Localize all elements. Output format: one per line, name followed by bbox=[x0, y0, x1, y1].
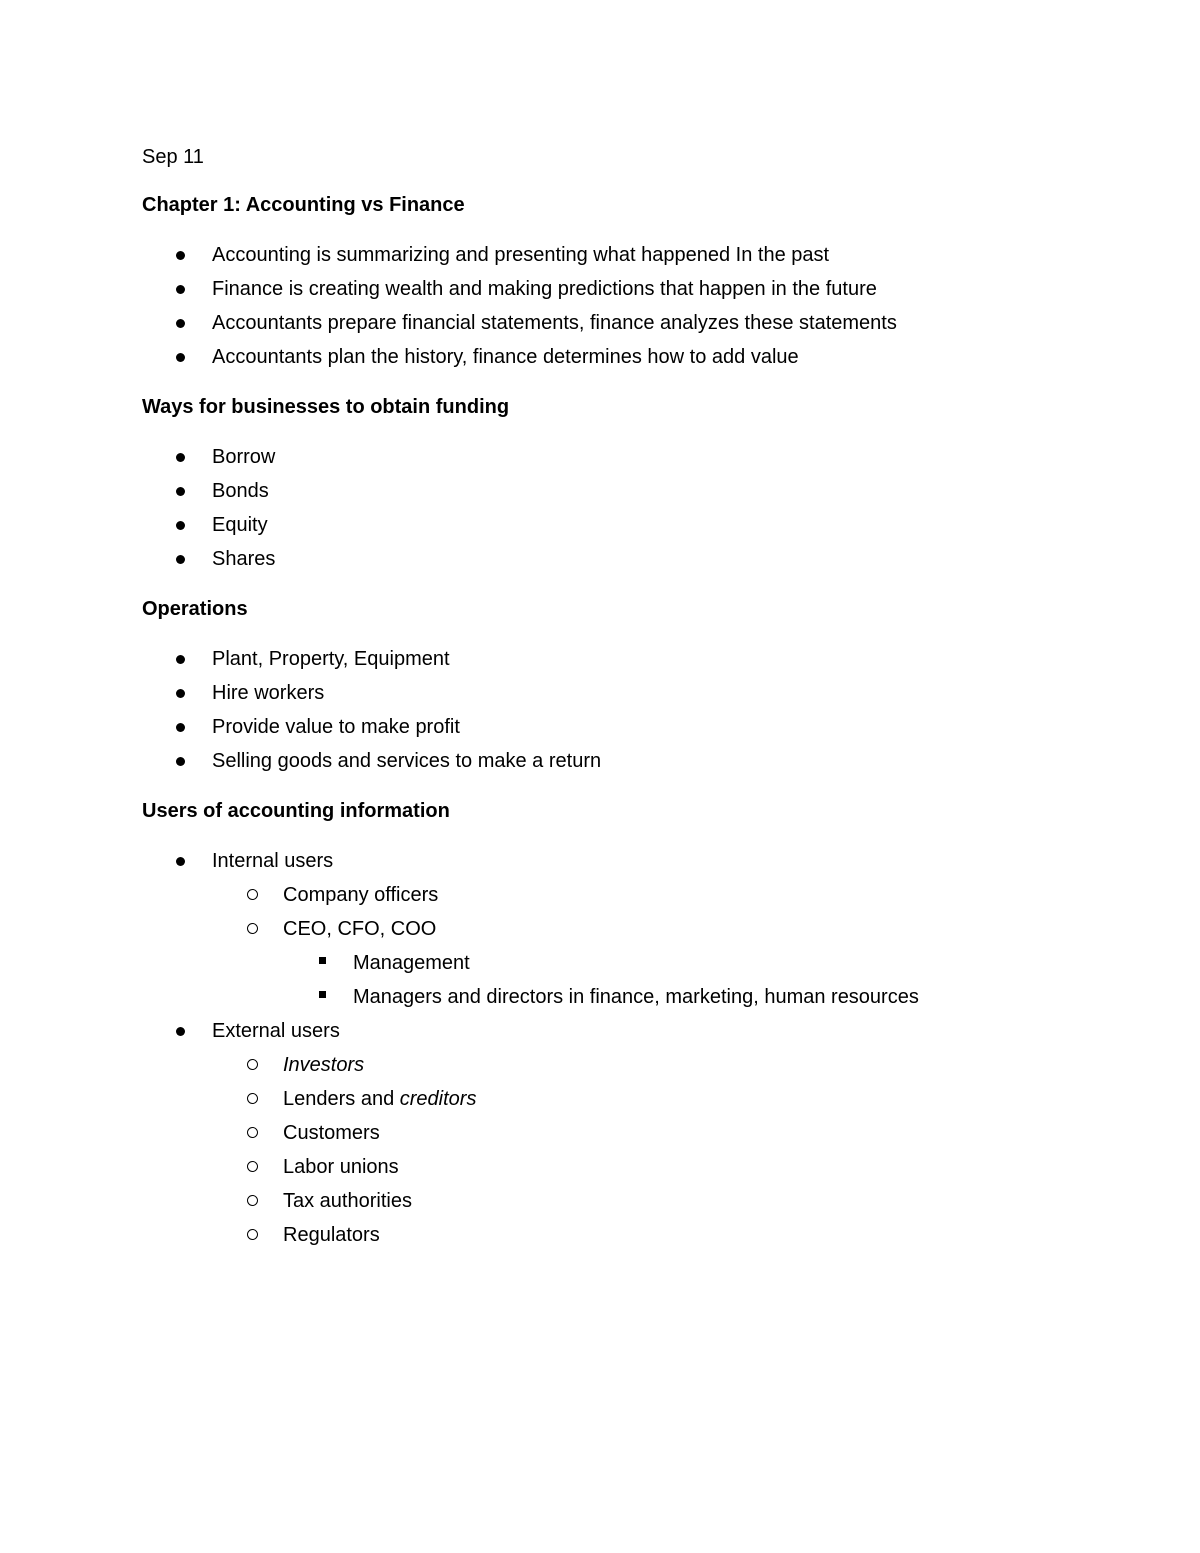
sub-list-item-text-italic: creditors bbox=[399, 1088, 477, 1110]
list-item-text: Accountants plan the history, finance determines how to add value bbox=[212, 346, 799, 368]
list-item-text: Shares bbox=[212, 548, 276, 570]
section-heading-funding: Ways for businesses to obtain funding bbox=[142, 396, 510, 418]
filled-square-bullet-icon bbox=[319, 957, 326, 964]
sub-list-item bbox=[142, 1116, 1102, 1150]
list-item bbox=[142, 474, 1102, 508]
sub-list-item-text: Company officers bbox=[283, 884, 439, 906]
list-item-text: Bonds bbox=[212, 480, 269, 502]
list-item bbox=[142, 676, 1102, 710]
list-item-text: Provide value to make profit bbox=[212, 716, 460, 738]
filled-circle-bullet-icon bbox=[176, 521, 185, 530]
list-item bbox=[142, 744, 1102, 778]
sub-list-item-text: Lenders and bbox=[283, 1088, 400, 1110]
filled-circle-bullet-icon bbox=[176, 487, 185, 496]
hollow-circle-bullet-icon bbox=[247, 1127, 258, 1138]
hollow-circle-bullet-icon bbox=[247, 1059, 258, 1070]
list-item bbox=[142, 508, 1102, 542]
hollow-circle-bullet-icon bbox=[247, 889, 258, 900]
sub-list-item-text: Labor unions bbox=[283, 1156, 399, 1178]
list-item-text: External users bbox=[212, 1020, 340, 1042]
note-date: Sep 11 bbox=[142, 146, 204, 168]
filled-circle-bullet-icon bbox=[176, 251, 185, 260]
sub-sub-list-item bbox=[142, 980, 1102, 1014]
list-item bbox=[142, 542, 1102, 576]
sub-list-item bbox=[142, 1048, 1102, 1082]
list-item-text: Internal users bbox=[212, 850, 334, 872]
filled-circle-bullet-icon bbox=[176, 285, 185, 294]
sub-list-item-text: Regulators bbox=[283, 1224, 380, 1246]
sub-sub-list-item bbox=[142, 946, 1102, 980]
filled-circle-bullet-icon bbox=[176, 555, 185, 564]
filled-square-bullet-icon bbox=[319, 991, 326, 998]
sub-list-item bbox=[142, 1150, 1102, 1184]
list-item-text: Equity bbox=[212, 514, 268, 536]
filled-circle-bullet-icon bbox=[176, 1027, 185, 1036]
filled-circle-bullet-icon bbox=[176, 689, 185, 698]
filled-circle-bullet-icon bbox=[176, 757, 185, 766]
sub-list-item-text: CEO, CFO, COO bbox=[283, 918, 437, 940]
sub-list-item-text: Tax authorities bbox=[283, 1190, 412, 1212]
hollow-circle-bullet-icon bbox=[247, 923, 258, 934]
list-item-text: Hire workers bbox=[212, 682, 325, 704]
section-heading-operations: Operations bbox=[142, 598, 248, 620]
hollow-circle-bullet-icon bbox=[247, 1093, 258, 1104]
sub-sub-list-item-text: Management bbox=[353, 952, 470, 974]
list-item bbox=[142, 272, 1102, 306]
sub-sub-list-item-text: Managers and directors in finance, marketing, human resources bbox=[353, 986, 919, 1008]
list-item-text: Plant, Property, Equipment bbox=[212, 648, 450, 670]
filled-circle-bullet-icon bbox=[176, 857, 185, 866]
list-users bbox=[142, 844, 1102, 1252]
document-page bbox=[142, 140, 1102, 1268]
sub-list-item-text: Customers bbox=[283, 1122, 380, 1144]
list-item bbox=[142, 306, 1102, 340]
hollow-circle-bullet-icon bbox=[247, 1195, 258, 1206]
list-item-text: Accountants prepare financial statements, finance analyzes these statements bbox=[212, 312, 897, 334]
filled-circle-bullet-icon bbox=[176, 353, 185, 362]
list-item bbox=[142, 238, 1102, 272]
list-operations bbox=[142, 642, 1102, 778]
sub-list-item bbox=[142, 1218, 1102, 1252]
hollow-circle-bullet-icon bbox=[247, 1161, 258, 1172]
list-item-text: Finance is creating wealth and making predictions that happen in the future bbox=[212, 278, 877, 300]
sub-list-item bbox=[142, 878, 1102, 912]
section-heading-accounting-vs-finance: Chapter 1: Accounting vs Finance bbox=[142, 194, 465, 216]
sub-list-item bbox=[142, 1184, 1102, 1218]
list-item-text: Accounting is summarizing and presenting what happened In the past bbox=[212, 244, 830, 266]
list-item bbox=[142, 642, 1102, 676]
list-item bbox=[142, 340, 1102, 374]
filled-circle-bullet-icon bbox=[176, 453, 185, 462]
filled-circle-bullet-icon bbox=[176, 319, 185, 328]
list-item bbox=[142, 440, 1102, 474]
list-funding bbox=[142, 440, 1102, 576]
list-item-text: Borrow bbox=[212, 446, 276, 468]
filled-circle-bullet-icon bbox=[176, 723, 185, 732]
sub-list-item bbox=[142, 912, 1102, 946]
filled-circle-bullet-icon bbox=[176, 655, 185, 664]
sub-list-item-text: Investors bbox=[283, 1054, 365, 1076]
list-accounting-vs-finance bbox=[142, 238, 1102, 374]
section-heading-users: Users of accounting information bbox=[142, 800, 450, 822]
list-item bbox=[142, 710, 1102, 744]
sub-list-item bbox=[142, 1082, 1102, 1116]
list-item-internal-users bbox=[142, 844, 1102, 878]
list-item-external-users bbox=[142, 1014, 1102, 1048]
hollow-circle-bullet-icon bbox=[247, 1229, 258, 1240]
list-item-text: Selling goods and services to make a return bbox=[212, 750, 602, 772]
